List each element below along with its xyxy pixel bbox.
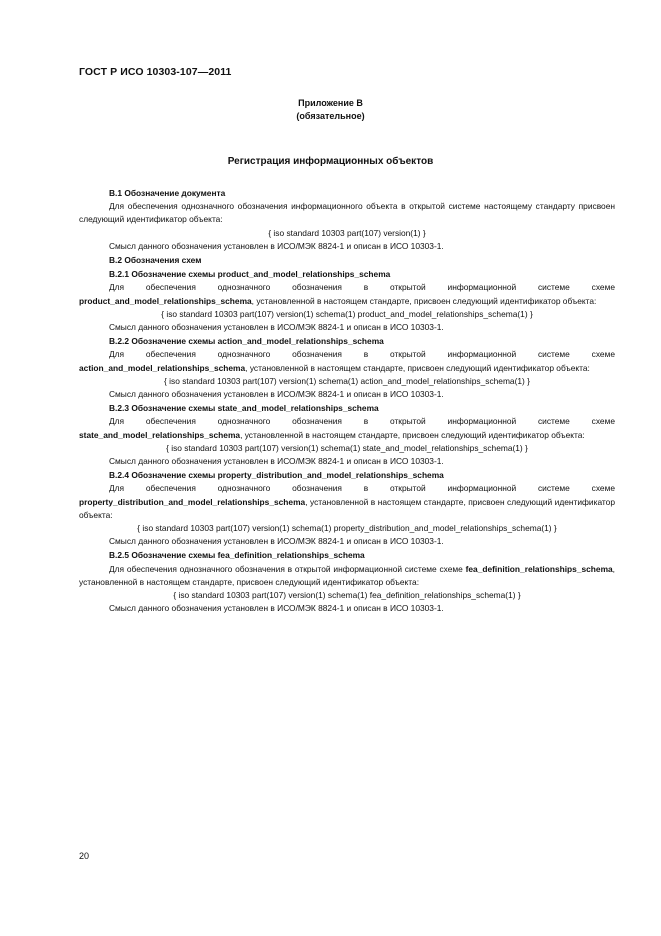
paragraph-text: , установленной в настоящем стандарте, присвоен следующий идентификатор объекта: xyxy=(79,563,615,587)
section-heading-b22: В.2.2 Обозначение схемы action_and_model_relationships_schema xyxy=(109,336,384,347)
schema-name: state_and_model_relationships_schema xyxy=(79,429,241,440)
paragraph-text: , установленной в настоящем стандарте, присвоен следующий идентификатор объекта: xyxy=(240,429,585,440)
object-identifier-b22: { iso standard 10303 part(107) version(1) schema(1) action_and_model_relationships_schema(1) } xyxy=(164,375,530,386)
paragraph-text: Для обеспечения однозначного обозначения в открытой информационной системе схеме xyxy=(109,563,466,574)
document-body xyxy=(79,186,615,616)
page-number: 20 xyxy=(79,851,90,861)
section-heading-b2: В.2 Обозначения схем xyxy=(109,255,202,266)
section-heading-b21: В.2.1 Обозначение схемы product_and_model_relationships_schema xyxy=(109,269,391,280)
paragraph-text: Для обеспечения однозначного обозначения в открытой информационной системе схеме xyxy=(109,416,615,427)
schema-name: action_and_model_relationships_schema xyxy=(79,362,246,373)
paragraph-text: , установленной в настоящем стандарте, присвоен следующий идентификатор объекта: xyxy=(79,496,615,520)
annex-label: Приложение В xyxy=(298,98,363,108)
section-paragraph-b24 xyxy=(79,482,615,522)
object-identifier-b21: { iso standard 10303 part(107) version(1) schema(1) product_and_model_relationships_schema(1) } xyxy=(161,308,533,319)
reference-note-b25: Смысл данного обозначения установлен в ИСО/МЭК 8824-1 и описан в ИСО 10303-1. xyxy=(109,603,444,614)
section-paragraph-b1: Для обеспечения однозначного обозначения информационного объекта в открытой системе настоящему стандарту присвоен следующий идентификатор объекта: xyxy=(79,201,615,225)
schema-name: property_distribution_and_model_relationships_schema xyxy=(79,496,306,507)
object-identifier-b23: { iso standard 10303 part(107) version(1) schema(1) state_and_model_relationships_schema(1) } xyxy=(166,442,528,453)
object-identifier-b25: { iso standard 10303 part(107) version(1) schema(1) fea_definition_relationships_schema(1) } xyxy=(173,590,521,601)
object-identifier-b24: { iso standard 10303 part(107) version(1) schema(1) property_distribution_and_model_relationships_schema(1) } xyxy=(137,523,557,534)
section-paragraph-b23 xyxy=(79,415,615,441)
reference-note-b22: Смысл данного обозначения установлен в ИСО/МЭК 8824-1 и описан в ИСО 10303-1. xyxy=(109,389,444,400)
section-heading-b23: В.2.3 Обозначение схемы state_and_model_relationships_schema xyxy=(109,403,379,414)
section-paragraph-b25 xyxy=(79,563,615,589)
section-heading-b1: В.1 Обозначение документа xyxy=(109,188,226,198)
reference-note-b21: Смысл данного обозначения установлен в ИСО/МЭК 8824-1 и описан в ИСО 10303-1. xyxy=(109,322,444,333)
paragraph-text: , установленной в настоящем стандарте, присвоен следующий идентификатор объекта: xyxy=(251,295,597,306)
page-title: Регистрация информационных объектов xyxy=(227,156,434,167)
paragraph-text: , установленной в настоящем стандарте, присвоен следующий идентификатор объекта: xyxy=(245,362,590,373)
paragraph-text: Для обеспечения однозначного обозначения в открытой информационной системе схеме xyxy=(109,349,615,360)
reference-note-b23: Смысл данного обозначения установлен в ИСО/МЭК 8824-1 и описан в ИСО 10303-1. xyxy=(109,456,444,467)
standard-header: ГОСТ Р ИСО 10303-107—2011 xyxy=(79,66,232,78)
section-heading-b24: В.2.4 Обозначение схемы property_distribution_and_model_relationships_schema xyxy=(109,470,444,481)
reference-note-b24: Смысл данного обозначения установлен в ИСО/МЭК 8824-1 и описан в ИСО 10303-1. xyxy=(109,536,444,547)
reference-note-b1: Смысл данного обозначения установлен в ИСО/МЭК 8824-1 и описан в ИСО 10303-1. xyxy=(109,240,444,251)
paragraph-text: Для обеспечения однозначного обозначения в открытой информационной системе схеме xyxy=(109,282,615,293)
paragraph-text: Для обеспечения однозначного обозначения в открытой информационной системе схеме xyxy=(109,483,615,494)
annex-status: (обязательное) xyxy=(296,111,365,121)
section-paragraph-b21 xyxy=(79,281,615,307)
section-heading-b25: В.2.5 Обозначение схемы fea_definition_relationships_schema xyxy=(109,550,365,561)
object-identifier-b1: { iso standard 10303 part(107) version(1) } xyxy=(268,227,426,238)
section-paragraph-b22 xyxy=(79,348,615,374)
schema-name: fea_definition_relationships_schema xyxy=(465,563,613,574)
schema-name: product_and_model_relationships_schema xyxy=(79,295,252,306)
